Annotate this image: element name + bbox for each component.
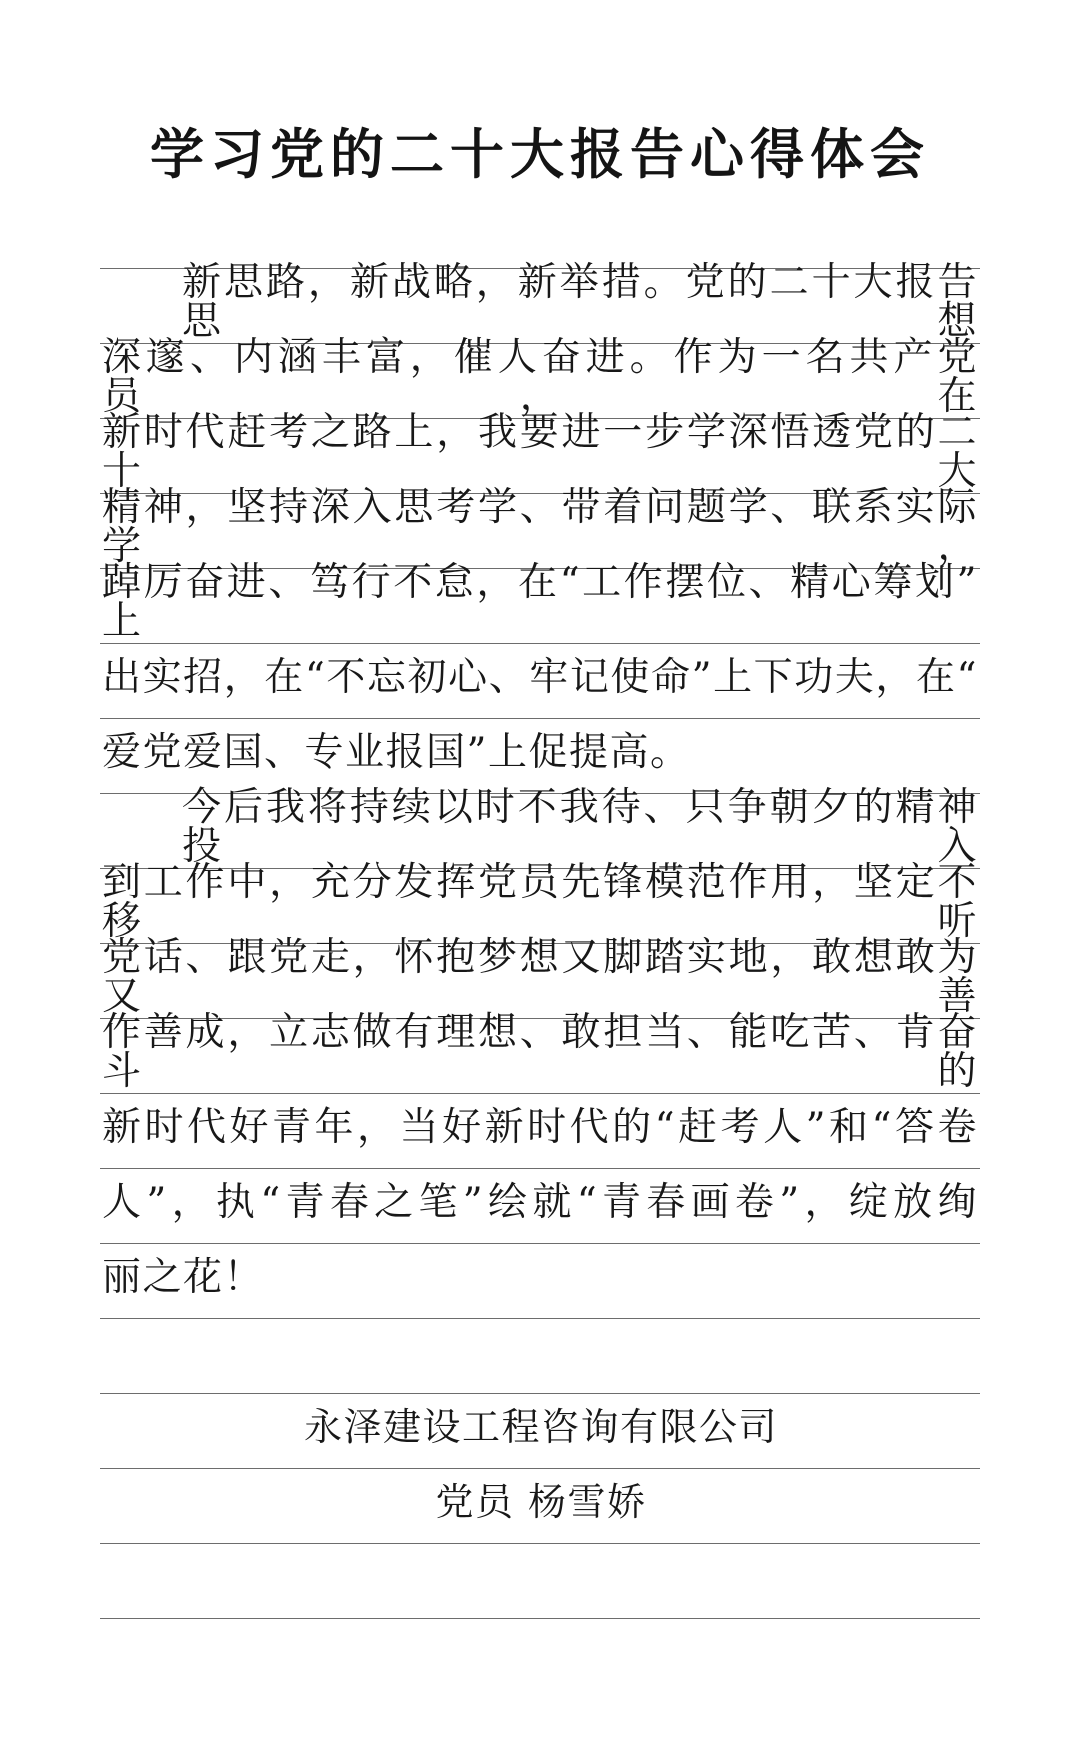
- text-row: [100, 485, 980, 569]
- body-line: 丽之花！: [102, 1254, 265, 1300]
- body-line: 党话、跟党走，怀抱梦想又脚踏实地，敢想敢为又善: [102, 935, 978, 1019]
- body-line: 今后我将持续以时不我待、只争朝夕的精神投入: [182, 785, 978, 869]
- body-line: 深邃、内涵丰富，催人奋进。作为一名共产党员，在: [102, 335, 978, 419]
- signature-organization: 永泽建设工程咨询有限公司: [303, 1405, 778, 1449]
- text-row: [100, 260, 980, 344]
- text-row: [100, 719, 980, 794]
- text-row: [100, 785, 980, 869]
- body-line: 人”，执“青春之笔”绘就“青春画卷”，绽放绚: [102, 1179, 978, 1225]
- body-line: 到工作中，充分发挥党员先锋模范作用，坚定不移听: [102, 860, 978, 944]
- text-row: [100, 935, 980, 1019]
- text-row: [100, 1169, 980, 1244]
- body-line: 新时代好青年，当好新时代的“赶考人”和“答卷: [102, 1104, 978, 1150]
- text-row: [100, 1244, 980, 1319]
- text-row: [100, 560, 980, 644]
- body-line: 作善成，立志做有理想、敢担当、能吃苦、肯奋斗的: [102, 1010, 978, 1094]
- blank-row: [100, 1544, 980, 1619]
- body-line: 新时代赶考之路上，我要进一步学深悟透党的二十大: [102, 410, 978, 494]
- text-row: [100, 410, 980, 494]
- signature-author-row: [100, 1469, 980, 1544]
- signature-organization-row: [100, 1394, 980, 1469]
- page-title: 学习党的二十大报告心得体会: [150, 122, 930, 186]
- body-line: 踔厉奋进、笃行不怠，在“工作摆位、精心筹划”上: [102, 560, 978, 644]
- text-row: [100, 335, 980, 419]
- body-line: 出实招，在“不忘初心、牢记使命”上下功夫，在“: [102, 654, 978, 700]
- body-line: 新思路，新战略，新举措。党的二十大报告思想: [182, 260, 978, 344]
- text-row: [100, 1094, 980, 1169]
- body-line: 爱党爱国、专业报国”上促提高。: [102, 729, 691, 775]
- text-row: [100, 860, 980, 944]
- ruled-writing-area: [100, 260, 980, 1619]
- blank-row: [100, 1319, 980, 1394]
- text-row: [100, 1010, 980, 1094]
- signature-author: 党员 杨雪娇: [435, 1480, 647, 1524]
- body-line: 精神，坚持深入思考学、带着问题学、联系实际学，: [102, 485, 978, 569]
- text-row: [100, 644, 980, 719]
